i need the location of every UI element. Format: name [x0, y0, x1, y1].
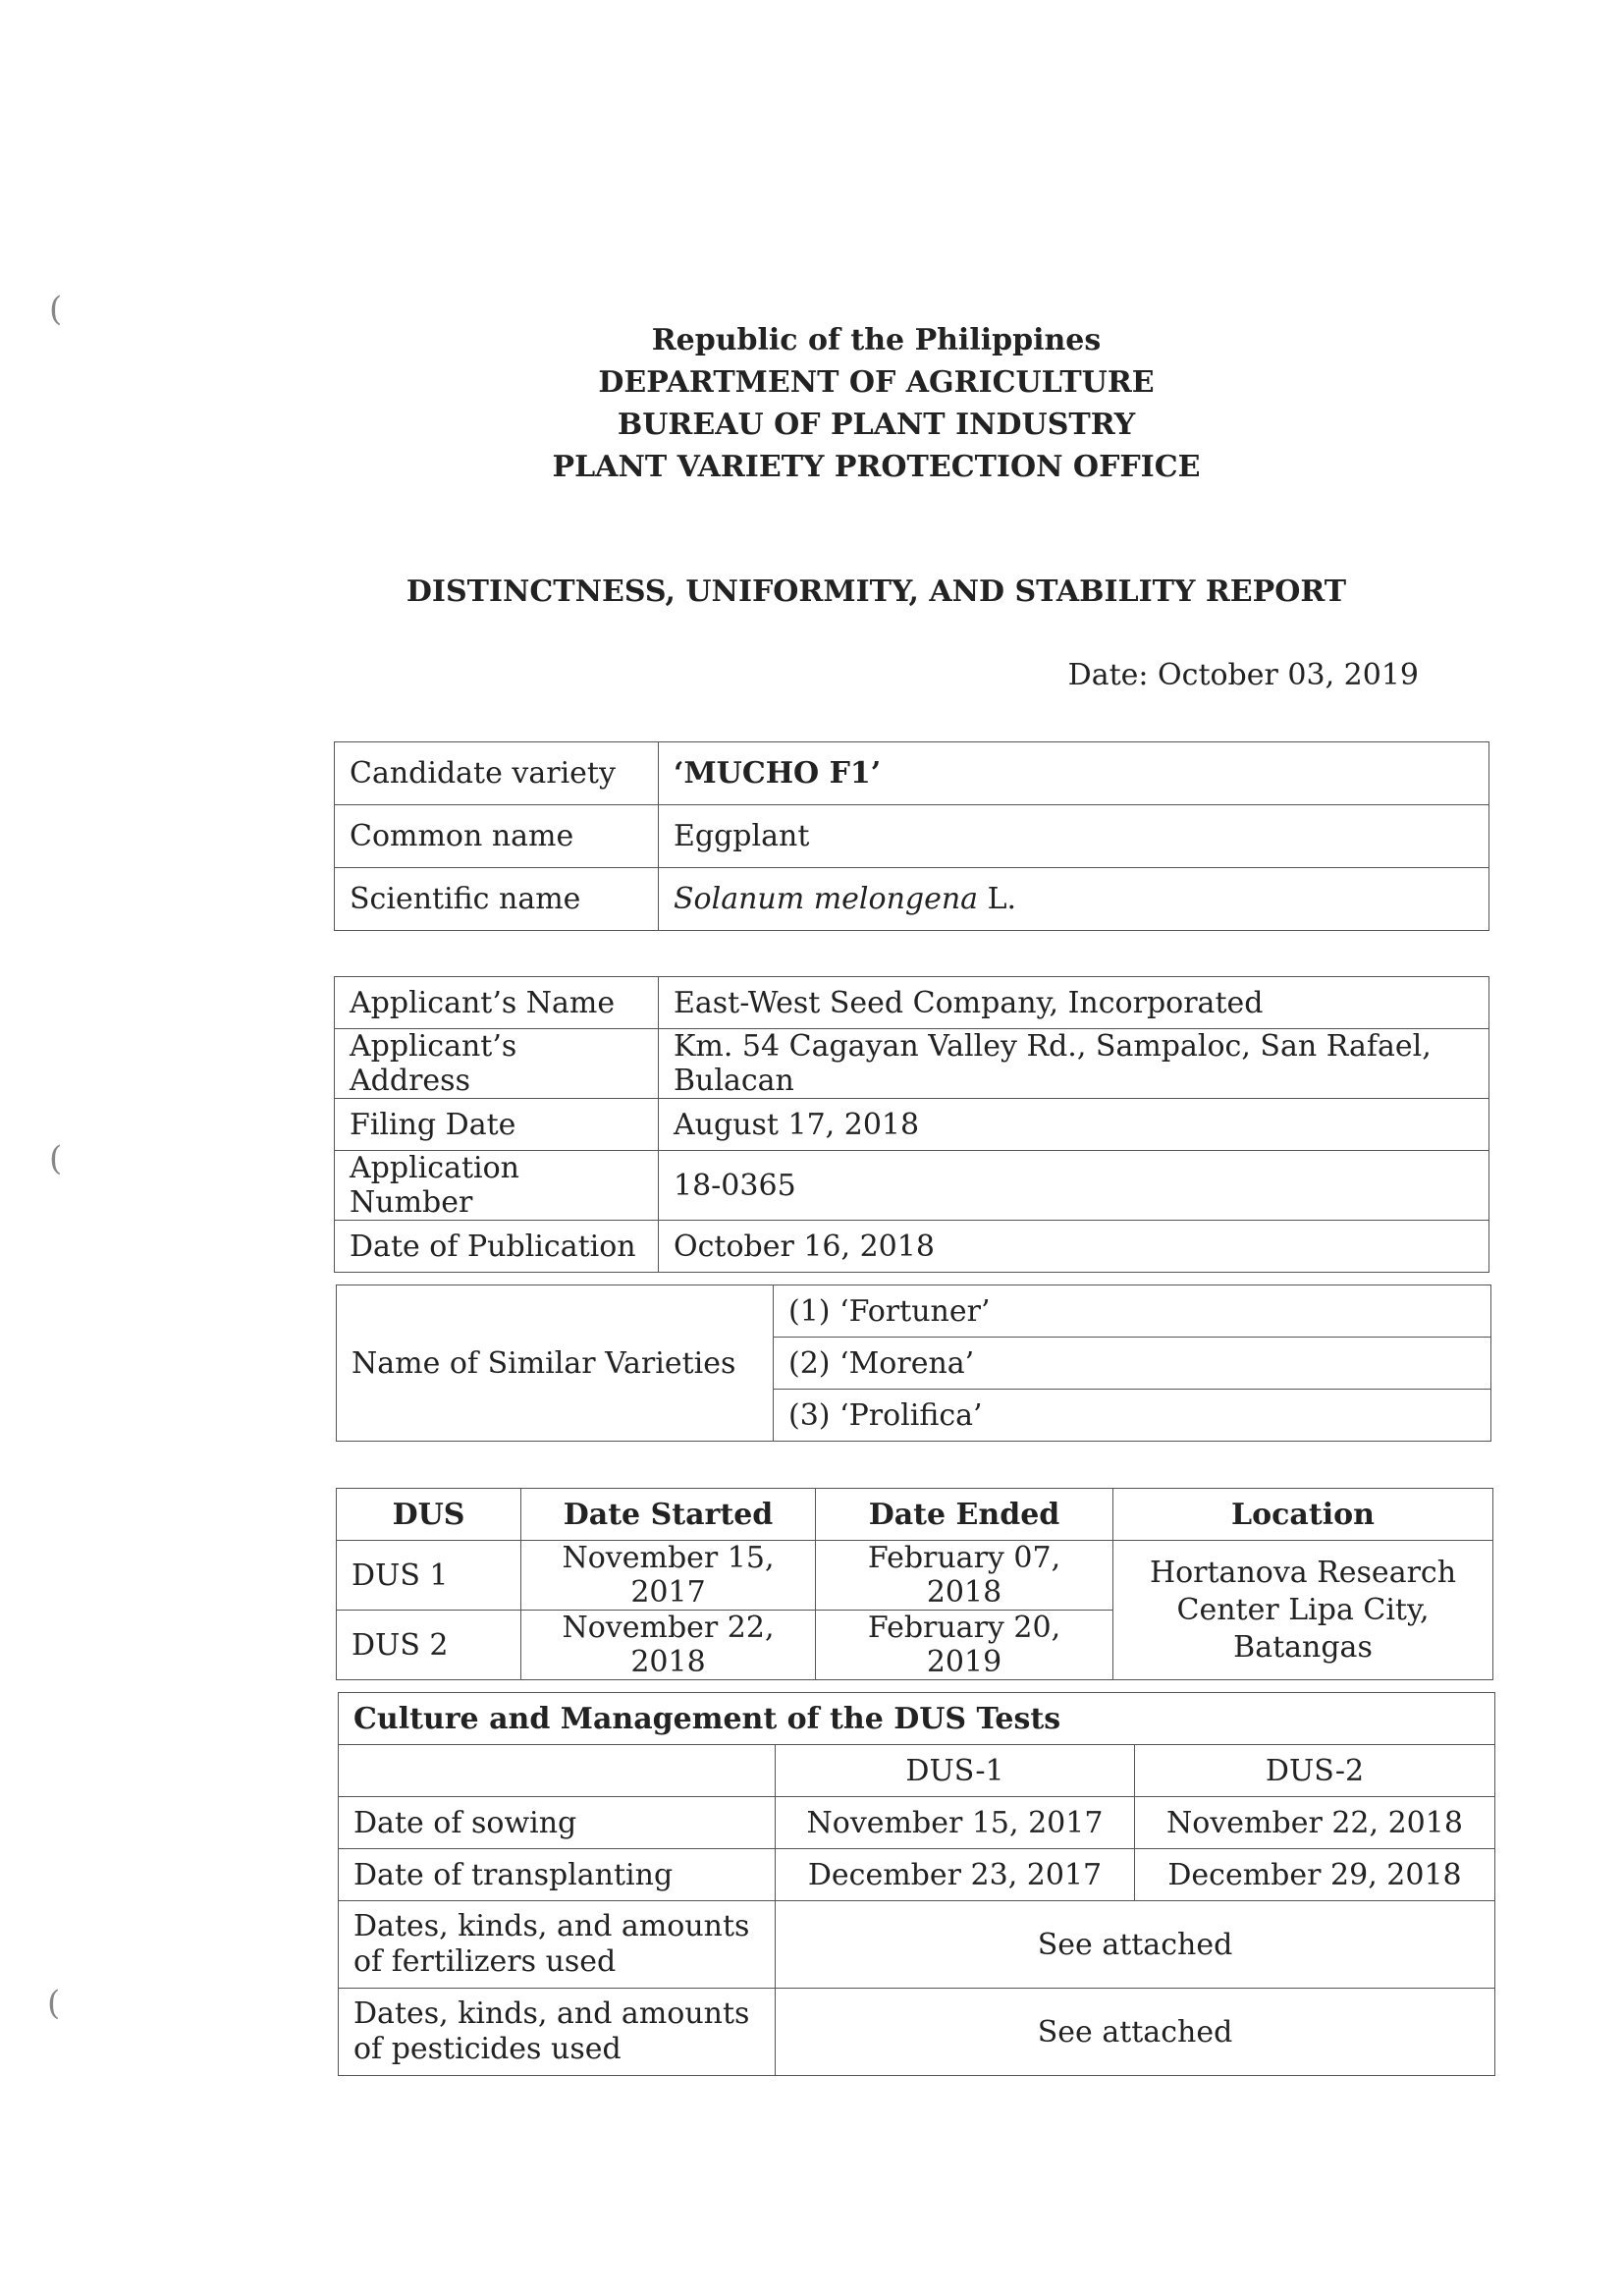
header-department: DEPARTMENT OF AGRICULTURE: [598, 365, 1155, 400]
table-row: [339, 1797, 1495, 1849]
dus-2-column-header: DUS-2: [1135, 1745, 1495, 1797]
location-value: Hortanova Research Center Lipa City, Batangas: [1113, 1541, 1493, 1680]
table-row: [335, 1221, 1489, 1273]
date-ended: February 20, 2019: [816, 1611, 1113, 1680]
application-number-label: Application Number: [335, 1151, 659, 1221]
header-republic: Republic of the Philippines: [651, 323, 1102, 357]
publication-date-label: Date of Publication: [335, 1221, 659, 1273]
publication-date-value: October 16, 2018: [659, 1221, 1489, 1273]
dus-id: DUS 2: [337, 1611, 521, 1680]
candidate-variety-value: ‘MUCHO F1’: [659, 742, 1489, 805]
sowing-dus-1: November 15, 2017: [776, 1797, 1135, 1849]
table-row: [335, 1099, 1489, 1151]
date-started: November 22, 2018: [521, 1611, 816, 1680]
pesticides-value: See attached: [776, 1989, 1495, 2076]
table-header-row: [337, 1489, 1493, 1541]
scientific-name-value: [659, 868, 1489, 931]
applicant-address-label: Applicant’s Address: [335, 1029, 659, 1099]
filing-date-label: Filing Date: [335, 1099, 659, 1151]
date-ended: February 07, 2018: [816, 1541, 1113, 1611]
application-number-value: 18-0365: [659, 1151, 1489, 1221]
scan-mark: (: [47, 1984, 61, 2023]
report-date: Date: October 03, 2019: [1067, 658, 1419, 692]
transplanting-dus-1: December 23, 2017: [776, 1849, 1135, 1901]
report-title: DISTINCTNESS, UNIFORMITY, AND STABILITY REPORT: [406, 574, 1347, 609]
header-bureau: BUREAU OF PLANT INDUSTRY: [617, 408, 1136, 442]
dus-table: [336, 1488, 1493, 1680]
applicant-name-value: East-West Seed Company, Incorporated: [659, 977, 1489, 1029]
similar-varieties-table: [336, 1285, 1491, 1442]
sowing-dus-2: November 22, 2018: [1135, 1797, 1495, 1849]
table-row: [335, 1151, 1489, 1221]
table-row: [335, 977, 1489, 1029]
common-name-label: Common name: [335, 805, 659, 868]
candidate-variety-label: Candidate variety: [335, 742, 659, 805]
dus-header: DUS: [337, 1489, 521, 1541]
similar-variety-1: (1) ‘Fortuner’: [774, 1285, 1491, 1338]
scientific-name-label: Scientific name: [335, 868, 659, 931]
applicant-address-value: Km. 54 Cagayan Valley Rd., Sampaloc, San Rafael, Bulacan: [659, 1029, 1489, 1099]
table-header-row: [339, 1745, 1495, 1797]
scientific-name-italic: Solanum melongena: [674, 882, 979, 916]
applicant-name-label: Applicant’s Name: [335, 977, 659, 1029]
culture-management-table: [338, 1692, 1495, 2076]
fertilizers-label: Dates, kinds, and amounts of fertilizers used: [339, 1901, 776, 1989]
table-row: [335, 1029, 1489, 1099]
date-started: November 15, 2017: [521, 1541, 816, 1611]
date-of-transplanting-label: Date of transplanting: [339, 1849, 776, 1901]
header-office: PLANT VARIETY PROTECTION OFFICE: [552, 450, 1201, 484]
date-started-header: Date Started: [521, 1489, 816, 1541]
location-header: Location: [1113, 1489, 1493, 1541]
empty-header-cell: [339, 1745, 776, 1797]
common-name-value: Eggplant: [659, 805, 1489, 868]
table-row: [335, 805, 1489, 868]
table-row: [337, 1285, 1491, 1338]
similar-variety-3: (3) ‘Prolifica’: [774, 1390, 1491, 1442]
similar-varieties-label: Name of Similar Varieties: [337, 1285, 774, 1442]
similar-variety-2: (2) ‘Morena’: [774, 1338, 1491, 1390]
table-row: [339, 1989, 1495, 2076]
transplanting-dus-2: December 29, 2018: [1135, 1849, 1495, 1901]
date-ended-header: Date Ended: [816, 1489, 1113, 1541]
scan-mark: (: [49, 290, 63, 329]
table-header-row: [339, 1693, 1495, 1745]
table-row: [337, 1541, 1493, 1611]
table-row: [339, 1849, 1495, 1901]
scientific-name-author: L.: [978, 882, 1017, 916]
pesticides-label: Dates, kinds, and amounts of pesticides used: [339, 1989, 776, 2076]
filing-date-value: August 17, 2018: [659, 1099, 1489, 1151]
dus-id: DUS 1: [337, 1541, 521, 1611]
scan-mark: (: [49, 1139, 63, 1178]
table-row: [339, 1901, 1495, 1989]
applicant-table: [334, 976, 1489, 1273]
variety-table: [334, 741, 1489, 931]
table-row: [335, 742, 1489, 805]
date-of-sowing-label: Date of sowing: [339, 1797, 776, 1849]
culture-management-title: Culture and Management of the DUS Tests: [339, 1693, 1495, 1745]
dus-1-column-header: DUS-1: [776, 1745, 1135, 1797]
table-row: [335, 868, 1489, 931]
document-header: [0, 319, 1623, 488]
fertilizers-value: See attached: [776, 1901, 1495, 1989]
